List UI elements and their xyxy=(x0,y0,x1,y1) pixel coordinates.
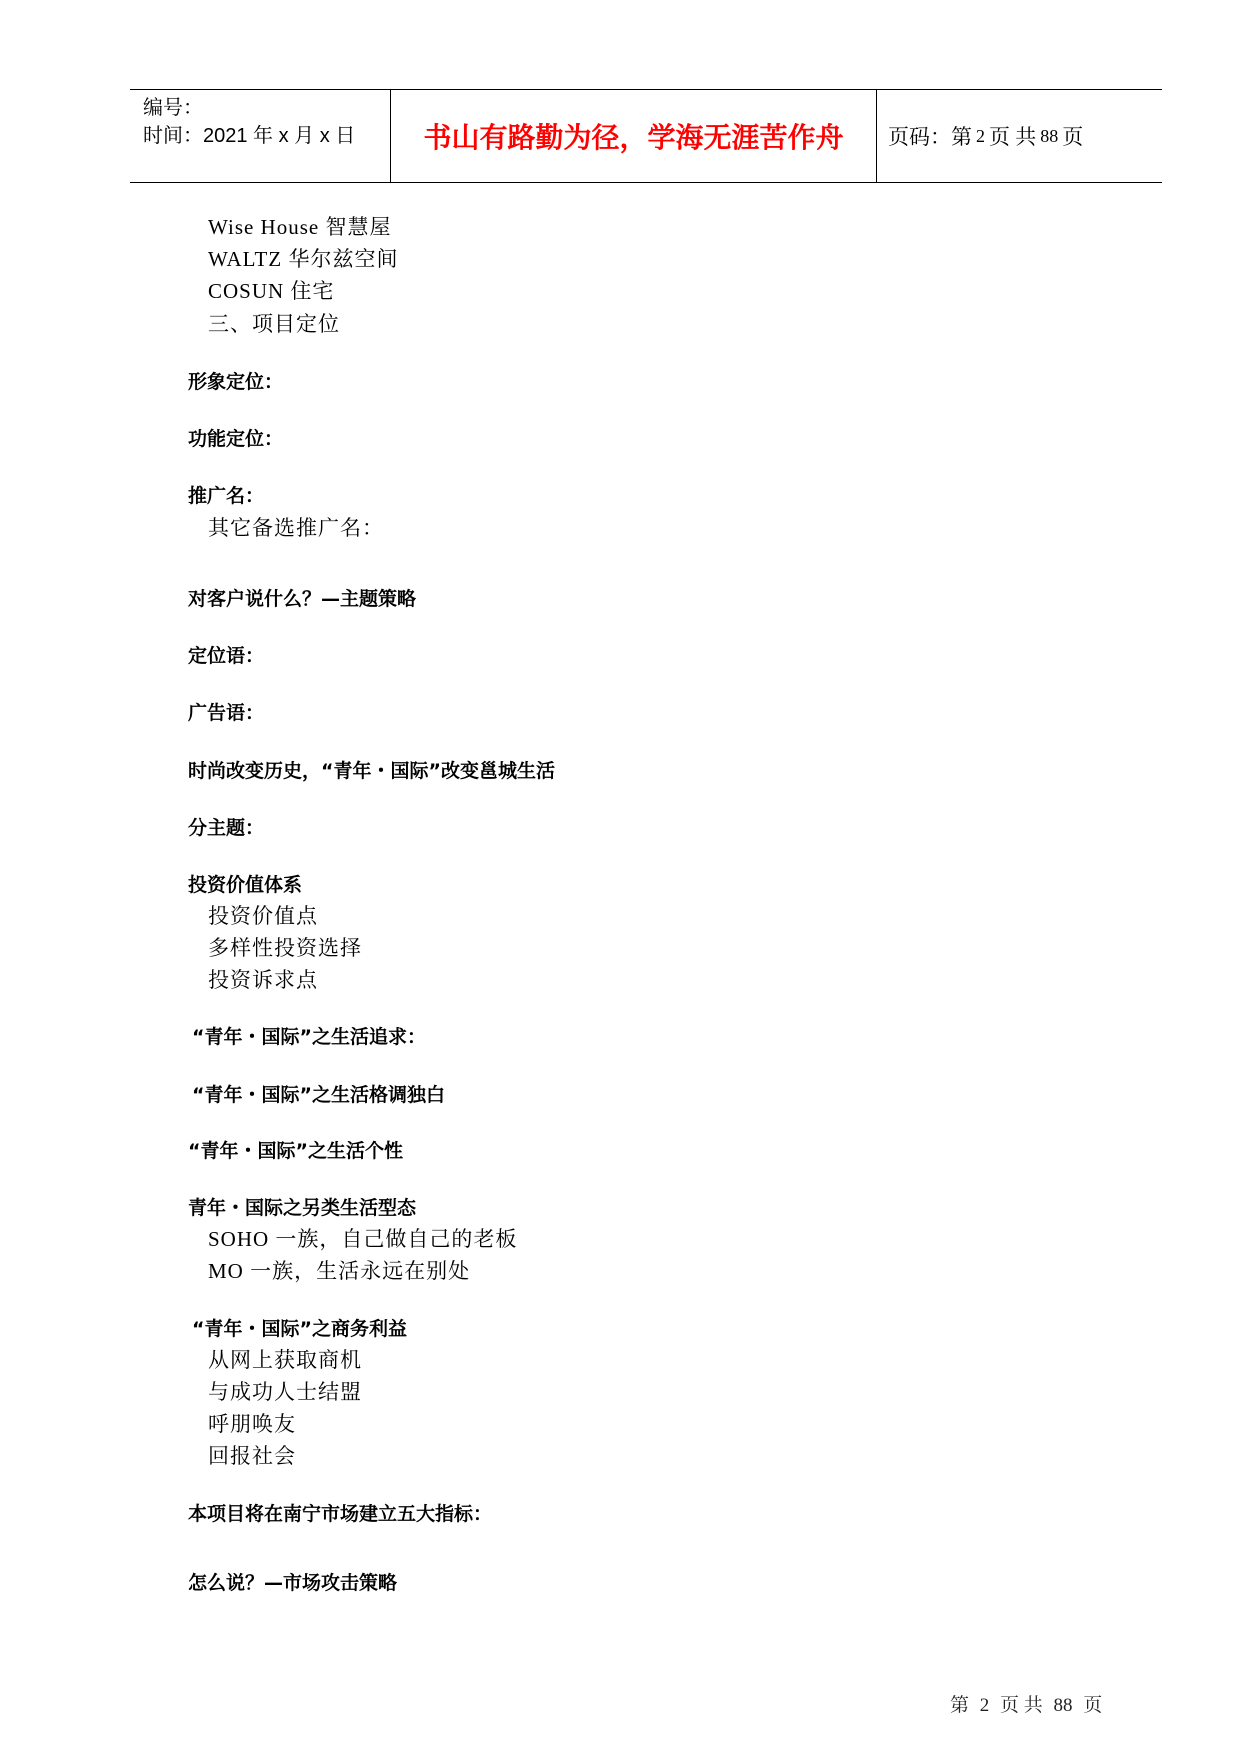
footer-mid: 页 共 xyxy=(1000,1695,1043,1716)
page-suffix: 页 xyxy=(1062,125,1084,149)
subheading: 形象定位： xyxy=(188,371,284,393)
subheading: 推广名： xyxy=(188,485,265,507)
list-item: 其它备选推广名： xyxy=(208,516,384,540)
list-item: 回报社会 xyxy=(208,1444,296,1468)
footer-prefix: 第 xyxy=(950,1695,970,1716)
header-meta xyxy=(143,94,393,150)
subheading: 怎么说？—市场攻击策略 xyxy=(188,1572,398,1594)
subheading: 对客户说什么？—主题策略 xyxy=(188,588,417,610)
list-item: SOHO 一族，自己做自己的老板 xyxy=(208,1227,518,1251)
list-item: 从网上获取商机 xyxy=(208,1348,362,1372)
subheading: “青年・国际”之商务利益 xyxy=(192,1318,407,1340)
footer-page-current: 2 xyxy=(979,1695,990,1716)
list-item: MO 一族，生活永远在别处 xyxy=(208,1259,471,1283)
subheading: “青年・国际”之生活追求： xyxy=(192,1026,426,1048)
subheading: 定位语： xyxy=(188,645,265,667)
page-footer xyxy=(950,1690,1102,1717)
subheading: “青年・国际”之生活格调独白 xyxy=(192,1084,445,1106)
header-page-info xyxy=(888,90,1162,182)
list-item: COSUN 住宅 xyxy=(208,279,335,303)
footer-page-total: 88 xyxy=(1053,1695,1073,1716)
list-item: 多样性投资选择 xyxy=(208,936,362,960)
subheading: 广告语： xyxy=(188,702,265,724)
header-motto: 书山有路勤为径，学海无涯苦作舟 xyxy=(390,90,877,182)
page-prefix: 页码：第 xyxy=(888,125,972,149)
list-item: WALTZ 华尔兹空间 xyxy=(208,247,399,271)
list-item: Wise House 智慧屋 xyxy=(208,215,392,239)
document-time: 时间：2021 年 x 月 x 日 xyxy=(143,125,356,147)
section-heading: 三、项目定位 xyxy=(208,312,340,336)
document-number-label: 编号： xyxy=(143,97,203,119)
list-item: 投资价值点 xyxy=(208,904,318,928)
footer-suffix: 页 xyxy=(1083,1695,1103,1716)
subheading: 本项目将在南宁市场建立五大指标： xyxy=(188,1503,493,1525)
list-item: 投资诉求点 xyxy=(208,968,318,992)
page-header xyxy=(130,89,1162,183)
subheading: 分主题： xyxy=(188,817,265,839)
subheading: 时尚改变历史，“青年・国际”改变邕城生活 xyxy=(188,760,555,782)
subheading: “青年・国际”之生活个性 xyxy=(188,1140,403,1162)
subheading: 青年・国际之另类生活型态 xyxy=(188,1197,417,1219)
page-mid: 页 共 xyxy=(989,125,1037,149)
page-current: 2 xyxy=(976,125,985,146)
subheading: 功能定位： xyxy=(188,428,284,450)
list-item: 呼朋唤友 xyxy=(208,1412,296,1436)
page-total: 88 xyxy=(1040,125,1059,146)
subheading: 投资价值体系 xyxy=(188,874,303,896)
list-item: 与成功人士结盟 xyxy=(208,1380,362,1404)
